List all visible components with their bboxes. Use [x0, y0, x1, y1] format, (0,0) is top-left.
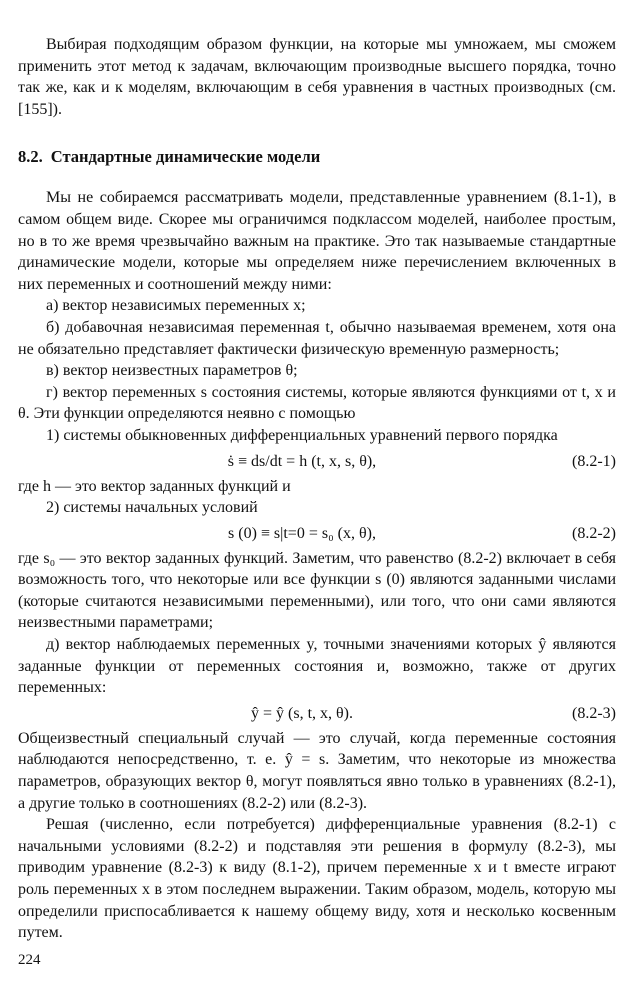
- section-number: 8.2.: [18, 147, 43, 167]
- list-item-a: а) вектор независимых переменных x;: [46, 297, 306, 315]
- equation-tag: (8.2-3): [572, 704, 616, 722]
- list-item-b: б) добавочная независимая переменная t, обычно называемая временем, хотя она не обязательно представляет фактически физическую временную размерность;: [18, 318, 616, 358]
- paragraph-after-eq2: где s₀ — это вектор заданных функций. Заметим, что равенство (8.2-2) включает в себя возможность того, что некоторые или все функции s (0) являются заданными числами (которые считаются независимыми переменными), или того, что они сами являются неизвестными параметрами;: [18, 549, 616, 632]
- paragraph-final: Решая (численно, если потребуется) дифференциальные уравнения (8.2-1) с начальными условиями (8.2-2) и подставляя эти решения в формулу (8.2-3), мы приводим уравнение (8.2-3) к виду (8.1-2), причем переменные x и t вместе играют роль переменных x в этом последнем выражении. Таким образом, модель, которую мы определили приспосабливается к нашему общему виду, хотя и несколько косвенным путем.: [18, 816, 616, 942]
- page-number: 224: [18, 952, 41, 968]
- paragraph-after-eq3: Общеизвестный специальный случай — это случай, когда переменные состояния наблюдаются непосредственно, т. е. ŷ = s. Заметим, что некоторые из множества параметров, образующих вектор θ, могут появляться явно только в уравнениях (8.2-1), а другие только в соотношениях (8.2-2) или (8.2-3).: [18, 729, 616, 812]
- paragraph-models: Мы не собираемся рассматривать модели, представленные уравнением (8.1-1), в самом общем виде. Скорее мы ограничимся подклассом моделей, наиболее простым, но в то же время чрезвычайно важным на практике. Это так называемые стандартные динамические модели, которые мы определяем ниже перечислением включенных в них переменных и соотношений между ними:: [18, 189, 616, 293]
- equation-8-2-2: [18, 522, 616, 546]
- section-heading: [18, 146, 616, 168]
- equation-8-2-3: [18, 702, 616, 726]
- sub-item-2: 2) системы начальных условий: [46, 499, 258, 517]
- list-item-d: д) вектор наблюдаемых переменных y, точными значениями которых ŷ являются заданные функции от переменных состояния и, возможно, также от других переменных:: [18, 636, 616, 697]
- list-item-v: в) вектор неизвестных параметров θ;: [46, 362, 298, 380]
- paragraph-after-eq1: где h — это вектор заданных функций и: [18, 477, 291, 495]
- equation-tag: (8.2-2): [572, 524, 616, 542]
- equation-8-2-1: [18, 450, 616, 474]
- intro-paragraph: Выбирая подходящим образом функции, на которые мы умножаем, мы сможем применить этот метод к задачам, включающим производные высшего порядка, точно так же, как и к моделям, включающим в себя уравнения в частных производных (см. [155]).: [18, 36, 616, 118]
- equation-body: ṡ ≡ ds/dt = h (t, x, s, θ),: [227, 452, 377, 470]
- list-item-g: г) вектор переменных s состояния системы, которые являются функциями от t, x и θ. Эти функции определяются неявно с помощью: [18, 383, 616, 423]
- equation-body: ŷ = ŷ (s, t, x, θ).: [250, 704, 353, 722]
- section-title: Стандартные динамические модели: [50, 147, 321, 167]
- sub-item-1: 1) системы обыкновенных дифференциальных уравнений первого порядка: [46, 426, 558, 444]
- equation-body: s (0) ≡ s|t=0 = s₀ (x, θ),: [228, 524, 376, 542]
- equation-tag: (8.2-1): [572, 452, 616, 470]
